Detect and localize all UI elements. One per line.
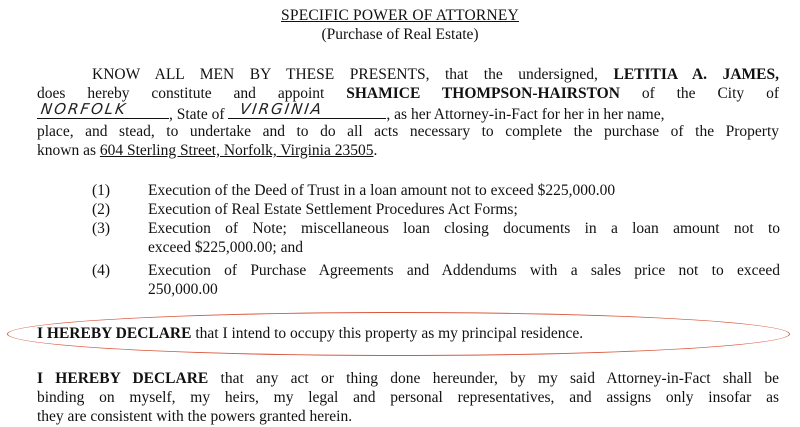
intro-line-2 (37, 85, 779, 103)
property-address: 604 Sterling Street, Norfolk, Virginia 23505 (99, 142, 374, 159)
declaration-text: that any act or thing done hereunder, by my said Attorney-in-Fact shall be (220, 370, 779, 387)
intro-text: . (373, 142, 378, 159)
declaration-heading: I HEREBY DECLARE (37, 370, 209, 387)
intro-line-1 (92, 66, 779, 84)
intro-line-4: place, and stead, to undertake and to do all acts necessary to complete the purchase of the Property (37, 123, 779, 140)
declaration-2-line-1 (37, 370, 779, 388)
intro-text: , State of (169, 106, 225, 123)
item-text: Execution of Real Estate Settlement Procedures Act Forms; (148, 201, 518, 218)
item-number: (1) (92, 182, 111, 199)
declaration-text: that I intend to occupy this property as my principal residence. (195, 325, 584, 342)
item-text: Execution of Purchase Agreements and Addendums with a sales price not to exceed (148, 262, 780, 279)
city-handwritten: NORFOLK (39, 100, 129, 118)
intro-text: KNOW ALL MEN BY THESE PRESENTS, that the undersigned, (92, 66, 598, 83)
intro-text: known as (37, 142, 96, 159)
item-number: (2) (92, 201, 111, 218)
attorney-name: SHAMICE THOMPSON-HAIRSTON (346, 85, 620, 102)
item-text: exceed $225,000.00; and (148, 239, 303, 256)
declaration-heading: I HEREBY DECLARE (37, 325, 192, 342)
intro-line-5 (37, 142, 779, 160)
intro-text: does hereby constitute and appoint (37, 85, 325, 102)
state-handwritten: VIRGINIA (239, 100, 325, 118)
state-blank (228, 100, 386, 119)
declaration-1 (37, 325, 779, 343)
document-subtitle: (Purchase of Real Estate) (321, 26, 479, 43)
item-number: (4) (92, 262, 111, 279)
intro-text: of the City of (641, 85, 779, 102)
intro-line-3 (37, 100, 779, 124)
declaration-2-line-3: they are consistent with the powers granted herein. (37, 408, 353, 425)
grantor-name: LETITIA A. JAMES, (613, 66, 779, 83)
item-number: (3) (92, 220, 111, 237)
item-text: Execution of the Deed of Trust in a loan amount not to exceed $225,000.00 (148, 182, 616, 199)
declaration-2-line-2: binding on myself, my heirs, my legal and personal representatives, and assigns only insofar as (37, 389, 779, 406)
item-text: 250,000.00 (148, 281, 218, 298)
item-text: Execution of Note; miscellaneous loan closing documents in a loan amount not to (148, 220, 780, 237)
city-blank (37, 100, 169, 119)
document-title: SPECIFIC POWER OF ATTORNEY (281, 7, 519, 24)
intro-text: , as her Attorney-in-Fact for her in her name, (386, 106, 665, 123)
